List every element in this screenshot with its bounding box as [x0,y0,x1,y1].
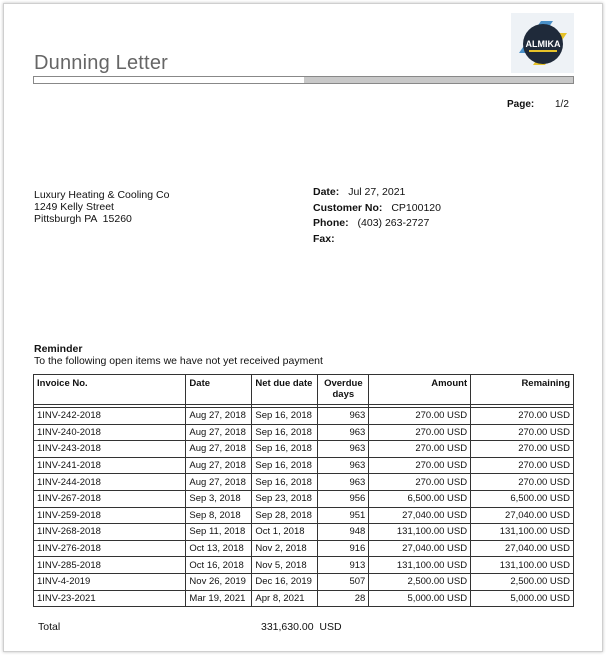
table-row [34,408,574,425]
table-header-row [34,375,574,405]
total-value: 331,630.00 USD [261,621,342,633]
col-overdue-header [318,375,369,405]
table-row [34,490,574,507]
cell-net-due: Dec 16, 2019 [252,573,318,590]
cell-remaining: 131,100.00 USD [471,557,574,574]
col-amount-header: Amount [369,375,471,405]
cell-amount: 5,000.00 USD [369,590,471,607]
cell-amount: 131,100.00 USD [369,524,471,541]
cell-net-due: Sep 16, 2018 [252,457,318,474]
customer-no-value: CP100120 [391,201,441,214]
table-row [34,507,574,524]
table-row [34,557,574,574]
col-invoice-header: Invoice No. [34,375,186,405]
cell-overdue-days: 963 [318,408,369,425]
customer-no-label: Customer No: [313,201,383,214]
cell-date: Nov 26, 2019 [186,573,252,590]
cell-net-due: Nov 5, 2018 [252,557,318,574]
cell-overdue-days: 948 [318,524,369,541]
col-net-due-header: Net due date [252,375,318,405]
address-street: 1249 Kelly Street [34,201,114,213]
letter-meta [313,186,441,248]
cell-net-due: Sep 16, 2018 [252,474,318,491]
page-number: 1/2 [555,99,569,110]
cell-net-due: Nov 2, 2018 [252,540,318,557]
cell-invoice: 1INV-276-2018 [34,540,186,557]
logo-underline [529,50,557,52]
cell-net-due: Sep 16, 2018 [252,424,318,441]
cell-invoice: 1INV-259-2018 [34,507,186,524]
table-row [34,524,574,541]
date-value: Jul 27, 2021 [348,186,406,198]
meta-date-row [313,186,441,202]
title-divider-bar [33,76,574,84]
phone-value: (403) 263-2727 [357,217,430,229]
cell-invoice: 1INV-268-2018 [34,524,186,541]
cell-amount: 270.00 USD [369,474,471,491]
cell-net-due: Sep 16, 2018 [252,408,318,425]
cell-remaining: 6,500.00 USD [471,490,574,507]
cell-overdue-days: 963 [318,457,369,474]
cell-amount: 131,100.00 USD [369,557,471,574]
cell-date: Aug 27, 2018 [186,457,252,474]
cell-date: Aug 27, 2018 [186,408,252,425]
cell-invoice: 1INV-23-2021 [34,590,186,607]
open-items-table [33,374,574,607]
table-body [34,405,574,607]
cell-overdue-days: 913 [318,557,369,574]
cell-remaining: 270.00 USD [471,408,574,425]
company-logo [511,13,574,73]
table-row [34,441,574,458]
cell-overdue-days: 507 [318,573,369,590]
cell-net-due: Oct 1, 2018 [252,524,318,541]
table-row [34,590,574,607]
phone-label: Phone: [313,217,349,229]
cell-overdue-days: 963 [318,441,369,458]
cell-net-due: Sep 28, 2018 [252,507,318,524]
cell-overdue-days: 956 [318,490,369,507]
cell-date: Sep 11, 2018 [186,524,252,541]
cell-amount: 2,500.00 USD [369,573,471,590]
cell-remaining: 5,000.00 USD [471,590,574,607]
cell-remaining: 131,100.00 USD [471,524,574,541]
cell-overdue-days: 916 [318,540,369,557]
cell-date: Oct 13, 2018 [186,540,252,557]
cell-amount: 270.00 USD [369,408,471,425]
table-row [34,457,574,474]
col-date-header: Date [186,375,252,405]
cell-invoice: 1INV-242-2018 [34,408,186,425]
cell-net-due: Sep 16, 2018 [252,441,318,458]
cell-date: Sep 8, 2018 [186,507,252,524]
cell-date: Sep 3, 2018 [186,490,252,507]
cell-net-due: Apr 8, 2021 [252,590,318,607]
cell-amount: 270.00 USD [369,424,471,441]
logo-text: ALMIKA [525,39,561,49]
document-title: Dunning Letter [34,52,169,74]
total-label: Total [38,621,61,633]
table-row [34,573,574,590]
cell-net-due: Sep 23, 2018 [252,490,318,507]
cell-date: Aug 27, 2018 [186,424,252,441]
cell-amount: 27,040.00 USD [369,540,471,557]
cell-overdue-days: 28 [318,590,369,607]
cell-date: Aug 27, 2018 [186,474,252,491]
cell-amount: 270.00 USD [369,457,471,474]
cell-remaining: 27,040.00 USD [471,540,574,557]
cell-amount: 27,040.00 USD [369,507,471,524]
cell-invoice: 1INV-244-2018 [34,474,186,491]
title-divider-fill [304,77,573,83]
address-company: Luxury Heating & Cooling Co [34,189,170,201]
cell-date: Aug 27, 2018 [186,441,252,458]
cell-invoice: 1INV-4-2019 [34,573,186,590]
meta-customer-row [313,202,441,218]
table-row [34,474,574,491]
cell-remaining: 270.00 USD [471,457,574,474]
cell-remaining: 270.00 USD [471,441,574,458]
address-city: Pittsburgh PA 15260 [34,213,132,225]
cell-date: Oct 16, 2018 [186,557,252,574]
reminder-text: To the following open items we have not yet received payment [34,355,323,367]
meta-fax-row [313,233,441,249]
overdue-header-line2: days [332,389,355,400]
date-label: Date: [313,186,340,198]
cell-invoice: 1INV-241-2018 [34,457,186,474]
cell-overdue-days: 951 [318,507,369,524]
cell-invoice: 1INV-243-2018 [34,441,186,458]
cell-remaining: 27,040.00 USD [471,507,574,524]
cell-invoice: 1INV-240-2018 [34,424,186,441]
col-remaining-header: Remaining [471,375,574,405]
cell-invoice: 1INV-285-2018 [34,557,186,574]
cell-amount: 270.00 USD [369,441,471,458]
cell-overdue-days: 963 [318,424,369,441]
overdue-header-line1: Overdue [324,378,363,389]
table-row [34,540,574,557]
meta-phone-row [313,217,441,233]
page-label: Page: [507,99,535,110]
cell-amount: 6,500.00 USD [369,490,471,507]
cell-remaining: 270.00 USD [471,474,574,491]
cell-invoice: 1INV-267-2018 [34,490,186,507]
customer-address [34,189,169,225]
cell-overdue-days: 963 [318,474,369,491]
cell-remaining: 270.00 USD [471,424,574,441]
table-row [34,424,574,441]
cell-date: Mar 19, 2021 [186,590,252,607]
reminder-heading: Reminder [34,343,83,355]
fax-label: Fax: [313,232,335,245]
cell-remaining: 2,500.00 USD [471,573,574,590]
